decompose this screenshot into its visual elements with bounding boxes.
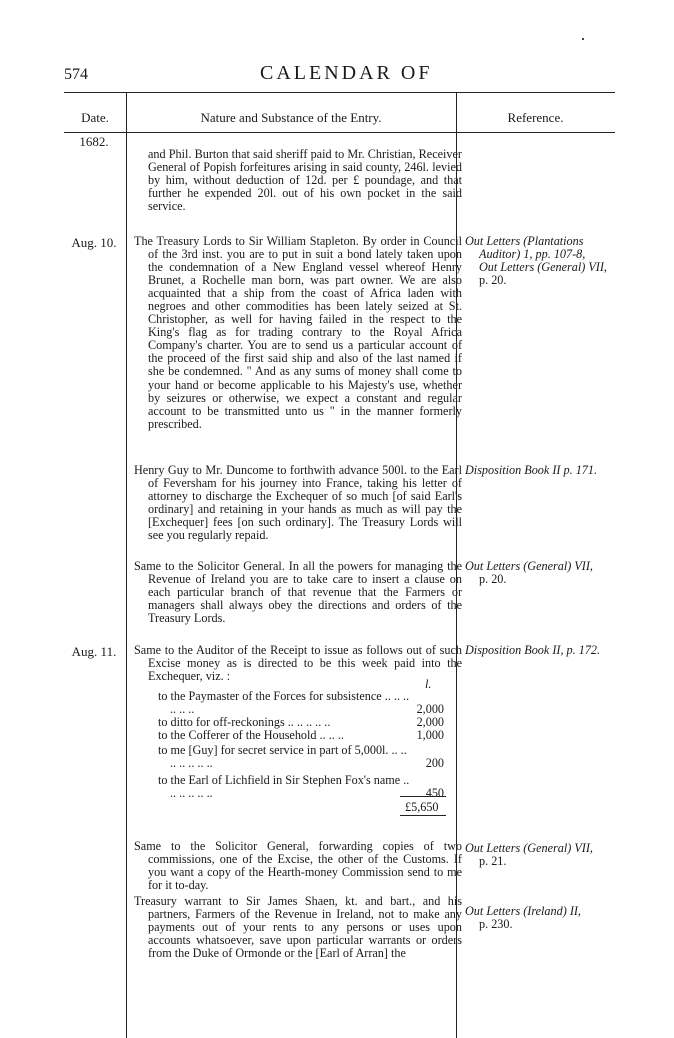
entry-text: The Treasury Lords to Sir William Stapleton. By order in Council of the 3rd inst. you are to put in suit a bond lately taken upon the condemnation of a New England vessel whereof Henry Brunet, a Rochelle man born, was part owner. We are also acquainted that a ship from the coast of Africa laden with negroes and other commodities has been lately seized at St. Christopher, as well for having failed in the respect to the King's flag as for trading contrary to the Royal Africa Company's charter. You are to send us a particular account of the proceed of the first said ship and also of the last named if she be condemned. " And as any sums of money shall come to your hand or become applicable to his Majesty's use, whether by seizures or otherwise, we expect a constant and regular account to be transmitted unto us " in the manner formerly prescribed. bbox=[134, 234, 462, 431]
payment-row: to the Earl of Lichfield in Sir Stephen Fox's name .. .. .. .. .. .. 450 bbox=[158, 773, 444, 801]
entry-text: and Phil. Burton that said sheriff paid to Mr. Christian, Receiver General of Popish forfeitures arising in said county, 246l. levied by him, without deduction of 12d. per £ poundage, and that further he expended 20l. out of his own pocket in the said service. bbox=[148, 147, 462, 214]
payment-row: to the Paymaster of the Forces for subsistence .. .. .. .. .. .. 2,000 bbox=[158, 689, 444, 717]
entry-text: Same to the Solicitor General, forwarding copies of two commissions, one of the Excise, the other of the Customs. If you want a copy of the Hearth-money Commission send to me for it to-day. bbox=[134, 839, 462, 893]
year-label: 1682. bbox=[79, 134, 109, 149]
entry-reference: Out Letters (General) VII, p. 21. bbox=[465, 841, 593, 869]
column-header-reference: Reference. bbox=[507, 110, 564, 125]
entry-reference: Out Letters (Plantations Auditor) 1, pp. 107-8, Out Letters (General) VII, p. 20. bbox=[465, 234, 607, 288]
payment-total: £5,650 bbox=[405, 800, 439, 814]
entry-date: Aug. 10. bbox=[71, 235, 117, 250]
entry-reference: Disposition Book II, p. 172. bbox=[465, 643, 601, 657]
entry-reference: Out Letters (Ireland) II, p. 230. bbox=[465, 904, 581, 932]
date-column-rule bbox=[126, 92, 127, 1038]
entry-reference: Out Letters (General) VII, p. 20. bbox=[465, 559, 593, 587]
entry-text: Same to the Solicitor General. In all the powers for managing the Revenue of Ireland you are to take care to insert a clause on each particular branch of that revenue that the Farmers or managers shall always obey the directions and orders of the Treasury Lords. bbox=[134, 559, 462, 626]
sum-rule bbox=[400, 796, 446, 797]
entry-reference: Disposition Book II p. 171. bbox=[465, 463, 598, 477]
payment-row: to ditto for off-reckonings .. .. .. .. .. 2,000 bbox=[158, 715, 444, 730]
payment-unit: l. bbox=[425, 677, 432, 691]
entry-text: Henry Guy to Mr. Duncome to forthwith advance 500l. to the Earl of Feversham for his journey into France, taking his letter of attorney to discharge the Exchequer of so much [of said Earl's ordinary] and retaining in your hands as much as will pay the [Exchequer] fees [on such ordinary]. The Treasury Lords will see you regularly repaid. bbox=[134, 463, 462, 543]
payment-row: to me [Guy] for secret service in part of 5,000l. .. .. .. .. .. .. .. 200 bbox=[158, 743, 444, 771]
entry-text: Same to the Auditor of the Receipt to issue as follows out of such Excise money as is directed to be this week paid into the Exchequer, viz. : bbox=[134, 643, 462, 684]
entry-date: Aug. 11. bbox=[71, 644, 117, 659]
payment-list bbox=[158, 690, 448, 800]
table-top-rule bbox=[64, 92, 615, 93]
header-bottom-rule bbox=[64, 132, 615, 133]
sum-rule bbox=[400, 815, 446, 816]
payment-row: to the Cofferer of the Household .. .. .. 1,000 bbox=[158, 728, 444, 743]
column-header-date: Date. bbox=[81, 110, 109, 125]
column-header-nature: Nature and Substance of the Entry. bbox=[200, 110, 382, 125]
entry-text: Treasury warrant to Sir James Shaen, kt. and bart., and his partners, Farmers of the Revenue in Ireland, not to make any payments out of your rents to any persons or uses upon accounts whatsoever, save upon particular warrants or orders from the Duke of Ormonde or the [Earl of Arran] the bbox=[134, 894, 462, 961]
page-number: 574 bbox=[64, 66, 88, 83]
stray-mark bbox=[582, 38, 584, 40]
running-title: CALENDAR OF bbox=[260, 62, 433, 84]
